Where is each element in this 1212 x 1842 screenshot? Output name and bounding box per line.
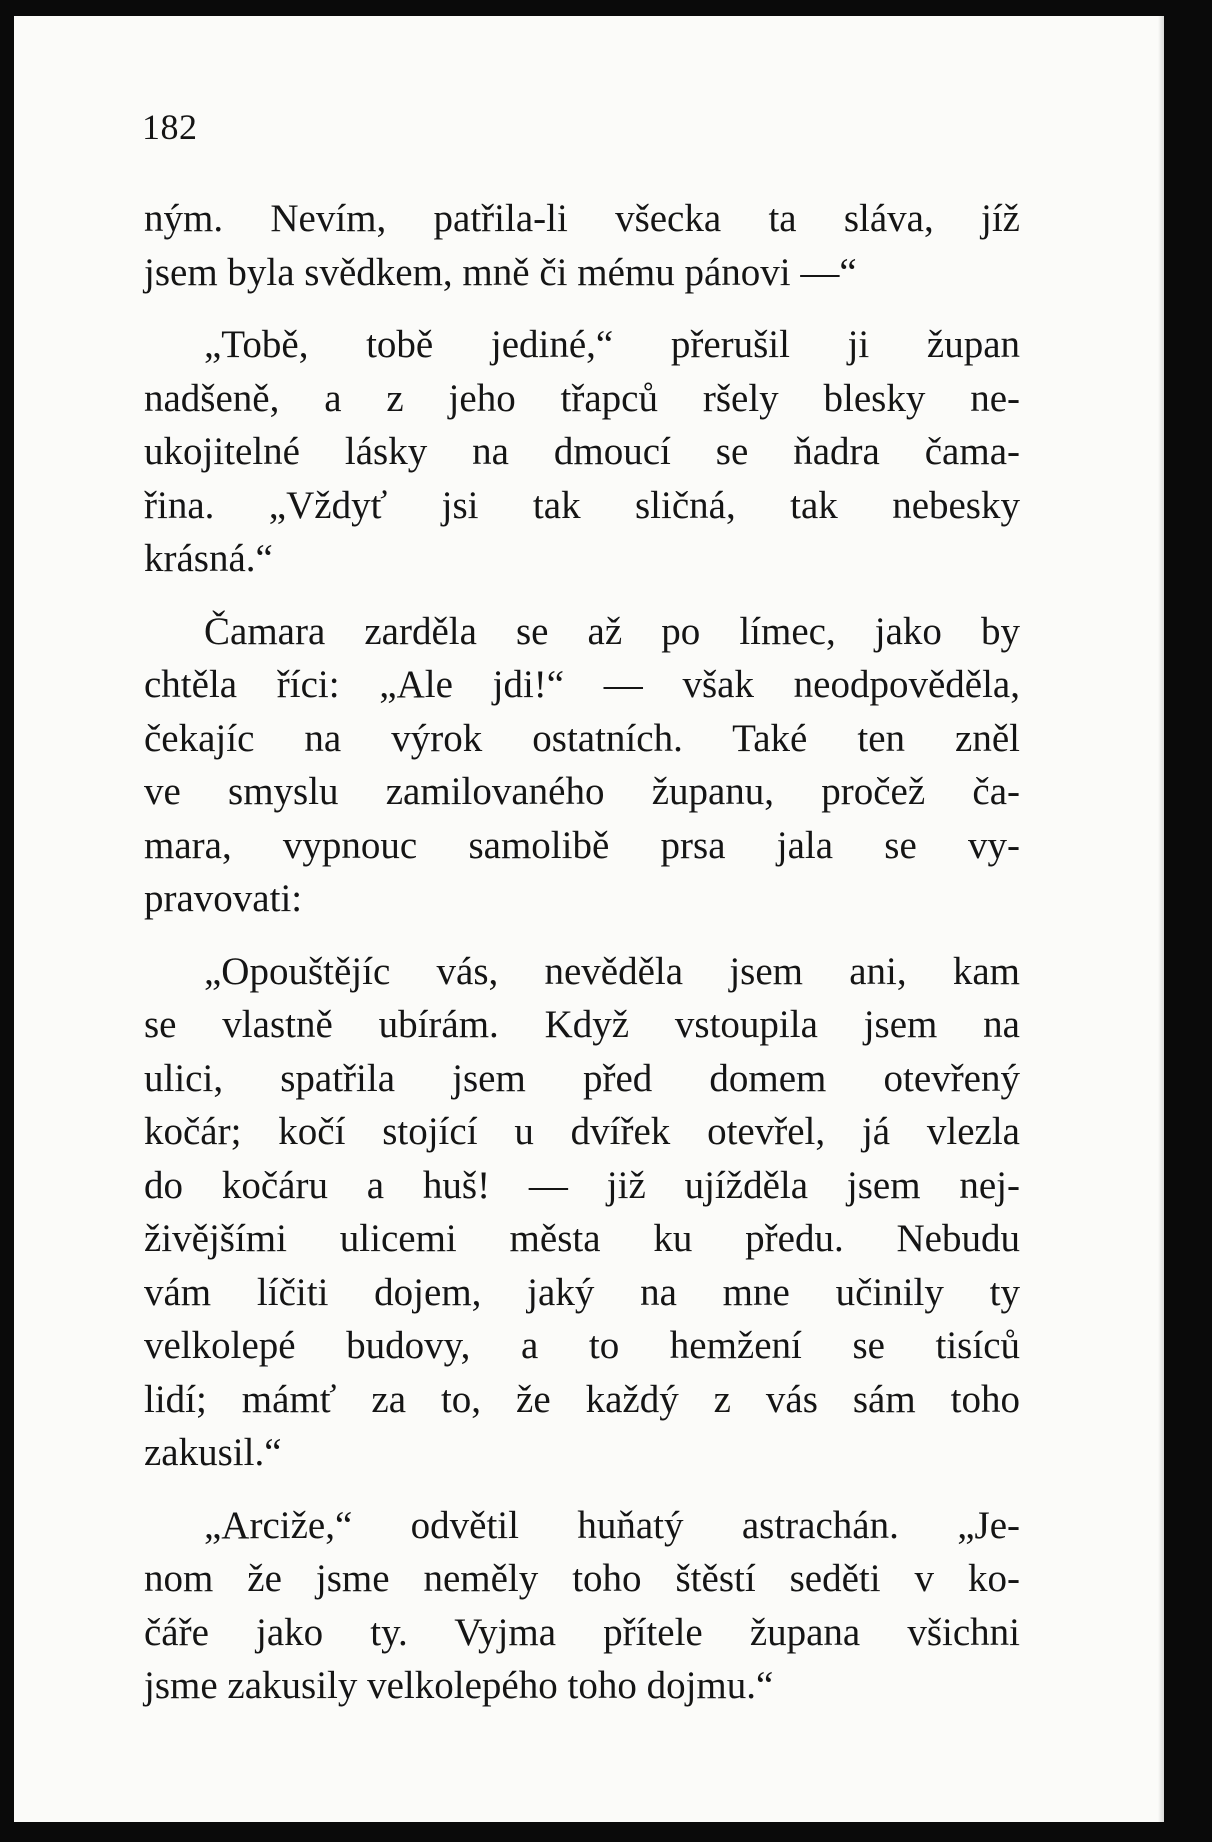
body-text	[144, 192, 1020, 1732]
text-line: lidí; mámť za to, že každý z vás sám toho	[144, 1377, 1020, 1421]
text-line: krásná.“	[144, 537, 273, 580]
text-line: do kočáru a huš! — již ujížděla jsem nej-	[144, 1163, 1020, 1207]
text-line: se vlastně ubírám. Když vstoupila jsem na	[144, 1003, 1020, 1046]
text-line: velkolepé budovy, a to hemžení se tisíců	[144, 1324, 1020, 1367]
paragraph-4	[144, 945, 1020, 1480]
text-line: nom že jsme neměly toho štěstí seděti v ko-	[144, 1557, 1020, 1600]
page-number: 182	[142, 107, 198, 147]
text-line: pravovati:	[144, 877, 303, 920]
text-line: kočár; kočí stojící u dvířek otevřel, já vlezla	[144, 1110, 1020, 1153]
text-line: chtěla říci: „Ale jdi!“ — však neodpověděla,	[144, 663, 1020, 706]
text-line: Čamara zarděla se až po límec, jako by	[204, 609, 1020, 653]
text-line: řina. „Vždyť jsi tak sličná, tak nebesky	[144, 483, 1020, 527]
text-line: živějšími ulicemi města ku předu. Nebudu	[144, 1217, 1020, 1260]
text-line: „Tobě, tobě jediné,“ přerušil ji župan	[204, 323, 1020, 366]
text-line: nadšeně, a z jeho třapců ršely blesky ne-	[144, 376, 1020, 420]
text-line: čáře jako ty. Vyjma přítele županа všichni	[144, 1610, 1020, 1654]
paragraph-2	[144, 318, 1020, 586]
paragraph-5	[144, 1499, 1020, 1713]
text-line: ulici, spatřila jsem před domem otevřený	[144, 1056, 1020, 1100]
text-line: ným. Nevím, patřila-li všecka ta sláva, jíž	[144, 197, 1020, 240]
text-line: ukojitelné lásky na dmoucí se ňadra čama-	[144, 430, 1020, 473]
text-line: jsme zakusily velkolepého toho dojmu.“	[144, 1664, 774, 1707]
text-line: ve smyslu zamilovaného županu, pročež ča-	[144, 770, 1020, 813]
book-page	[14, 16, 1164, 1822]
text-line: vám líčiti dojem, jaký na mne učinily ty	[144, 1270, 1020, 1314]
text-line: „Arciže,“ odvětil huňatý astrachán. „Je-	[204, 1503, 1020, 1547]
text-line: „Opouštějíc vás, nevěděla jsem ani, kam	[204, 949, 1020, 993]
text-line: jsem byla svědkem, mně či mému pánovi —“	[144, 250, 857, 294]
text-line: zakusil.“	[144, 1431, 282, 1474]
paragraph-1	[144, 192, 1020, 299]
text-line: čekajíc na výrok ostatních. Také ten zněl	[144, 716, 1020, 760]
paragraph-3	[144, 605, 1020, 926]
text-line: mara, vypnouc samolibě prsa jala se vy-	[144, 823, 1020, 867]
